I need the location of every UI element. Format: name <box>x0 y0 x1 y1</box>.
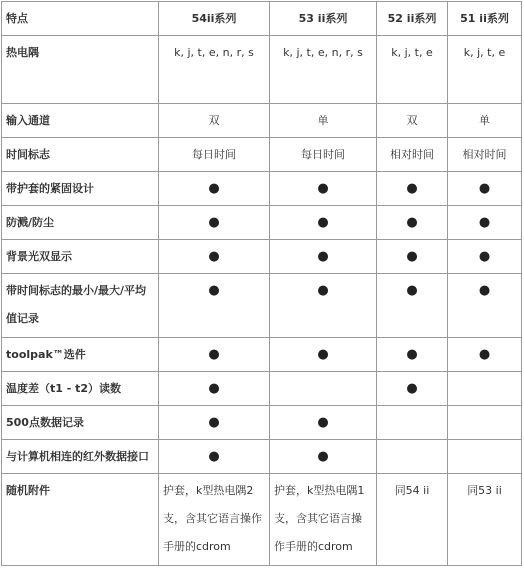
bullet-52ii: ● <box>377 206 448 240</box>
cell-54ii: 双 <box>159 104 270 138</box>
row-feature: 温度差（t1 - t2）读数 <box>2 372 159 406</box>
bullet-51ii: ● <box>448 172 522 206</box>
row-feature: 时间标志 <box>2 138 159 172</box>
table-row <box>2 206 522 240</box>
bullet-54ii: ● <box>159 206 270 240</box>
bullet-54ii: ● <box>159 240 270 274</box>
table-row <box>2 36 522 104</box>
bullet-54ii: ● <box>159 372 270 406</box>
bullet-51ii: ● <box>448 206 522 240</box>
header-53ii: 53 ii系列 <box>270 2 377 36</box>
row-feature: 热电隅 <box>2 36 159 104</box>
bullet-54ii: ● <box>159 440 270 474</box>
header-54ii: 54ii系列 <box>159 2 270 36</box>
bullet-53ii: ● <box>270 338 377 372</box>
table-row <box>2 372 522 406</box>
bullet-53ii: ● <box>270 172 377 206</box>
bullet-52ii <box>377 406 448 440</box>
bullet-53ii: ● <box>270 440 377 474</box>
cell-54ii: 每日时间 <box>159 138 270 172</box>
bullet-53ii: ● <box>270 240 377 274</box>
table-header-row <box>2 2 522 36</box>
row-feature: toolpak™选件 <box>2 338 159 372</box>
cell-52ii: k, j, t, e <box>377 36 448 104</box>
cell-51ii: 相对时间 <box>448 138 522 172</box>
bullet-53ii: ● <box>270 206 377 240</box>
table-row <box>2 104 522 138</box>
bullet-52ii: ● <box>377 240 448 274</box>
bullet-53ii <box>270 372 377 406</box>
table-row <box>2 440 522 474</box>
row-feature: 500点数据记录 <box>2 406 159 440</box>
bullet-52ii: ● <box>377 172 448 206</box>
bullet-53ii: ● <box>270 406 377 440</box>
bullet-54ii: ● <box>159 338 270 372</box>
header-feature: 特点 <box>2 2 159 36</box>
bullet-51ii <box>448 406 522 440</box>
row-feature: 随机附件 <box>2 474 159 566</box>
cell-52ii: 同54 ii <box>377 474 448 566</box>
table-row <box>2 138 522 172</box>
bullet-51ii <box>448 372 522 406</box>
cell-52ii: 双 <box>377 104 448 138</box>
bullet-52ii: ● <box>377 372 448 406</box>
table-row <box>2 338 522 372</box>
bullet-54ii: ● <box>159 172 270 206</box>
cell-53ii: 每日时间 <box>270 138 377 172</box>
bullet-51ii: ● <box>448 338 522 372</box>
cell-52ii: 相对时间 <box>377 138 448 172</box>
table-row <box>2 274 522 338</box>
cell-54ii: 护套，k型热电隅2支，含其它语言操作手册的cdrom <box>159 474 270 566</box>
row-feature: 防溅/防尘 <box>2 206 159 240</box>
bullet-53ii: ● <box>270 274 377 338</box>
bullet-52ii: ● <box>377 274 448 338</box>
bullet-51ii: ● <box>448 240 522 274</box>
bullet-54ii: ● <box>159 274 270 338</box>
bullet-52ii: ● <box>377 338 448 372</box>
cell-54ii: k, j, t, e, n, r, s <box>159 36 270 104</box>
bullet-51ii: ● <box>448 274 522 338</box>
table-row <box>2 474 522 566</box>
bullet-52ii <box>377 440 448 474</box>
cell-53ii: k, j, t, e, n, r, s <box>270 36 377 104</box>
table-row <box>2 406 522 440</box>
bullet-51ii <box>448 440 522 474</box>
cell-51ii: 单 <box>448 104 522 138</box>
table-row <box>2 240 522 274</box>
header-52ii: 52 ii系列 <box>377 2 448 36</box>
cell-53ii: 单 <box>270 104 377 138</box>
row-feature: 带时间标志的最小/最大/平均值记录 <box>2 274 159 338</box>
row-feature: 背景光双显示 <box>2 240 159 274</box>
row-feature: 输入通道 <box>2 104 159 138</box>
row-feature: 与计算机相连的红外数据接口 <box>2 440 159 474</box>
header-51ii: 51 ii系列 <box>448 2 522 36</box>
row-feature: 带护套的紧固设计 <box>2 172 159 206</box>
comparison-table <box>1 1 522 566</box>
cell-53ii: 护套，k型热电隅1支，含其它语言操作手册的cdrom <box>270 474 377 566</box>
bullet-54ii: ● <box>159 406 270 440</box>
cell-51ii: k, j, t, e <box>448 36 522 104</box>
cell-51ii: 同53 ii <box>448 474 522 566</box>
table-row <box>2 172 522 206</box>
